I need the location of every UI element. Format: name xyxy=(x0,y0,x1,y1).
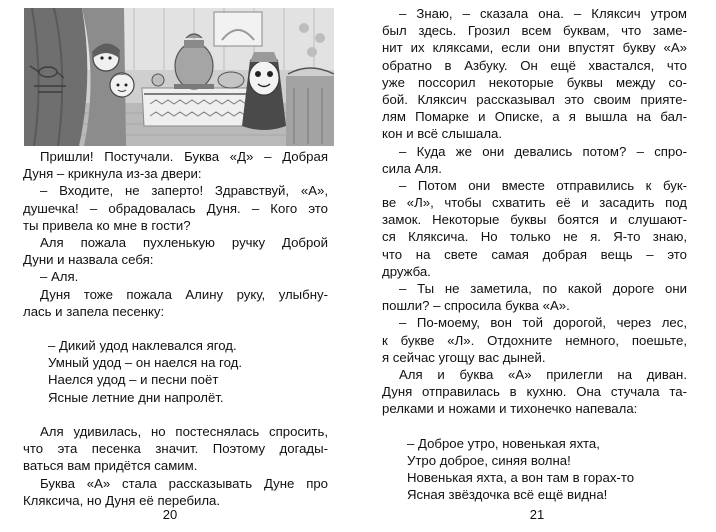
text-line: Дуня отправилась в кухню. Она стучала та- xyxy=(382,384,687,400)
text-line: что на свете самая добрая вещь – это xyxy=(382,246,687,262)
text-line: Пришли! Постучали. Буква «Д» – Добрая xyxy=(40,149,328,164)
verse-line: Наелся удод – и песни поёт xyxy=(48,372,219,388)
text-line: – Аля. xyxy=(40,269,79,285)
text-line: дружба. xyxy=(382,263,431,279)
text-line: душечка! – обрадовалась Дуня. – Кого это xyxy=(23,200,328,216)
text-line: лям Помарке и Описке, а я вышла на бал- xyxy=(382,109,687,125)
text-line: – Входите, не заперто! Здравствуй, «А», xyxy=(40,183,328,199)
text-line: бой. Кляксич рассказывал это своим прияте- xyxy=(382,91,687,107)
page-number: 21 xyxy=(529,507,545,522)
text-line: я сейчас угощу вас дыней. xyxy=(382,349,546,365)
text-line: – По-моему, вон той дорогой, через лес, xyxy=(399,315,687,331)
text-line: лась и запела песенку: xyxy=(23,303,165,319)
text-line: Аля удивилась, но постеснялась спросить, xyxy=(40,424,328,439)
text-line: – Потом они вместе отправились к бук- xyxy=(399,177,687,193)
text-line: – Куда же они девались потом? – спро- xyxy=(399,143,687,159)
text-line: Дуня – крикнула из-за двери: xyxy=(23,166,202,182)
verse-line: – Доброе утро, новенькая яхта, xyxy=(407,435,600,451)
text-line: был здесь. Грозил всем буквам, что заме- xyxy=(382,23,687,39)
verse-line: Умный удод – он наелся на год. xyxy=(48,355,242,371)
blank-line xyxy=(23,406,328,423)
text-line: замок. Некоторые буквы боятся и слушают- xyxy=(382,212,687,228)
verse-line: Ясные летние дни напролёт. xyxy=(48,389,224,405)
verse-line: – Дикий удод наклевался ягод. xyxy=(48,338,237,354)
right-page-text xyxy=(382,5,687,503)
text-line: к букве «Л». Отдохните немного, поешьте, xyxy=(382,332,687,348)
text-line: сила Аля. xyxy=(382,160,442,176)
text-line: пошли? – спросила буква «А». xyxy=(382,298,570,314)
text-line: обратно в Азбуку. Он ещё хвастался, что xyxy=(382,57,687,73)
text-line: ве «Л», чтобы схватить её и засадить под xyxy=(382,195,687,211)
text-line: Аля и буква «А» прилегли на диван. xyxy=(399,366,687,382)
text-line: Аля пожала пухленькую ручку Доброй xyxy=(40,234,328,250)
illustration-interior-scene-icon xyxy=(24,8,334,146)
text-line: – Знаю, – сказала она. – Кляксич утром xyxy=(399,6,687,21)
text-line: что эта песенка значит. Поэтому догады- xyxy=(23,441,328,457)
text-line: Дуни и назвала себя: xyxy=(23,252,154,268)
illustration xyxy=(24,8,334,146)
text-line: уже поссорил некоторые буквы между со- xyxy=(382,74,687,90)
verse-line: Новенькая яхта, а вон там в горах-то xyxy=(407,470,635,486)
text-line: релками и ножами и тихонечко напевала: xyxy=(382,401,638,417)
left-page-text xyxy=(23,148,328,509)
text-line: ся Кляксича. Но только не я. Я-то знаю, xyxy=(382,229,687,245)
text-line: Дуня тоже пожала Алину руку, улыбну- xyxy=(40,286,328,302)
text-line: – Ты не заметила, по какой дороге они xyxy=(399,281,687,296)
text-line: Кляксича, но Дуня её перебила. xyxy=(23,492,221,508)
text-line: Буква «А» стала рассказывать Дуне про xyxy=(40,475,328,491)
text-line: ваться вам придётся самим. xyxy=(23,458,198,474)
verse-line: Утро доброе, синяя волна! xyxy=(407,452,571,468)
blank-line xyxy=(382,418,687,435)
page-number: 20 xyxy=(162,507,178,522)
text-line: нит их кляксами, если они впустят букву «А» xyxy=(382,40,687,56)
verse-line: Ясная звёздочка всё ещё видна! xyxy=(407,487,608,503)
right-page xyxy=(358,0,716,532)
text-line: кон и всё слышала. xyxy=(382,126,503,142)
text-line: ты привела ко мне в гости? xyxy=(23,217,191,233)
blank-line xyxy=(23,320,328,337)
